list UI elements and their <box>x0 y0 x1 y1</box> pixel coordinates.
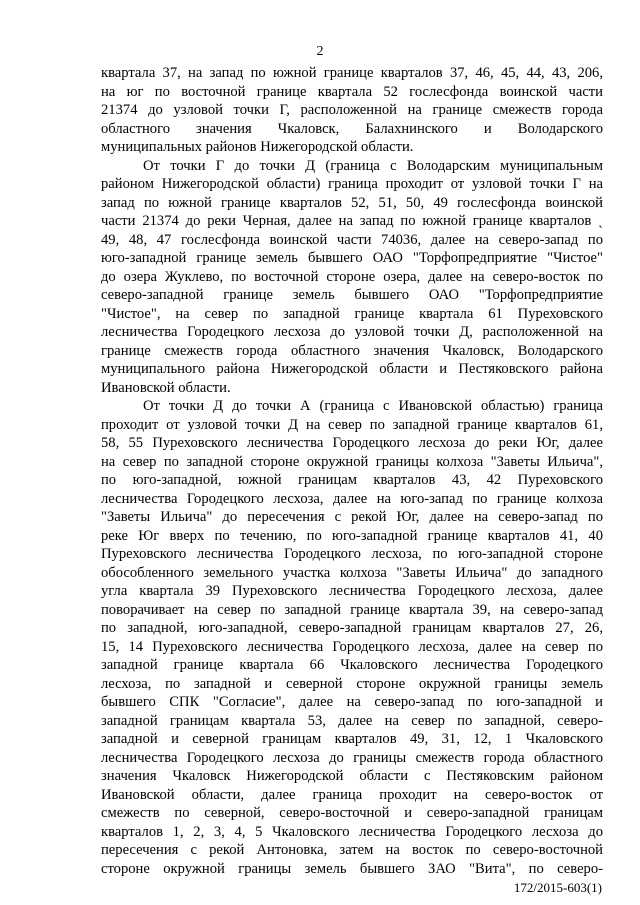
text-line: пересечения с рекой Антоновка, затем на восток по северо-восточной <box>101 842 603 858</box>
text-line: квартала 37, на запад по южной границе кварталов 37, 46, 45, 44, 43, 206, <box>101 65 603 81</box>
text-line: обособленного земельного участка колхоза "Заветы Ильича" до западного <box>101 564 603 581</box>
text-line: областного значения Чкаловск, Балахнинского и Володарского <box>101 120 603 137</box>
text-line: смежеств по северной, северо-восточной и северо-западной границам <box>101 805 603 821</box>
text-line: части 21374 до реки Черная, далее на запад по южной границе кварталов ˎ <box>101 213 603 229</box>
text-line: "Заветы Ильича" до пересечения с рекой Юг, далее на северо-запад по <box>101 509 603 525</box>
text-line: по западной, юго-западной, северо-западной границам кварталов 27, 26, <box>101 620 603 636</box>
text-line: лесничества Городецкого лесхоза, далее на юго-запад по границе колхоза <box>101 490 603 507</box>
document-code: 172/2015-603(1) <box>513 880 602 895</box>
text-line: 15, 14 Пуреховского лесничества Городецкого лесхоза, далее на север по <box>101 638 603 655</box>
text-line: поворачивает на север по западной границе квартала 39, на северо-запад <box>101 601 603 618</box>
text-line: От точки Д до точки А (граница с Ивановской областью) граница <box>143 398 603 414</box>
paragraph-3 <box>101 397 603 878</box>
text-line: до озера Жуклево, по восточной стороне озера, далее на северо-восток по <box>101 268 603 285</box>
text-line: Ивановской области, далее граница проходит на северо-восток от <box>101 786 603 803</box>
text-line: северо-западной границе земель бывшего ОАО "Торфопредприятие <box>101 287 603 303</box>
text-line: бывшего СПК "Согласие", далее на северо-запад по юго-западной и <box>101 694 603 710</box>
text-line: запад по южной границе кварталов 52, 51, 50, 49 гослесфонда воинской <box>101 194 603 211</box>
text-line: границе смежеств города областного значения Чкаловск, Володарского <box>101 342 603 359</box>
text-line: От точки Г до точки Д (граница с Володарским муниципальным <box>143 157 603 174</box>
text-line: проходит от узловой точки Д на север по западной границе кварталов 61, <box>101 416 603 433</box>
text-line: 49, 48, 47 гослесфонда воинской части 74036, далее на северо-запад по <box>101 231 603 248</box>
paragraph-2 <box>101 157 603 398</box>
text-line: лесхоза, по западной и северной стороне окружной границы земель <box>101 675 603 692</box>
text-line: 21374 до узловой точки Г, расположенной на границе смежеств города <box>101 102 603 118</box>
page-number: 2 <box>316 44 324 59</box>
text-line: Ивановской области. <box>101 379 231 396</box>
text-line: юго-западной границе земель бывшего ОАО "Торфопредприятие "Чистое" <box>101 250 603 266</box>
text-line: кварталов 1, 2, 3, 4, 5 Чкаловского лесничества Городецкого лесхоза до <box>101 823 603 840</box>
text-line: "Чистое", на север по западной границе квартала 61 Пуреховского <box>101 305 603 322</box>
text-line: Пуреховского лесничества Городецкого лесхоза, по юго-западной стороне <box>101 546 603 562</box>
text-line: муниципальных районов Нижегородской области. <box>101 139 414 155</box>
text-line: реке Юг вверх по течению, по юго-западной границе кварталов 41, 40 <box>101 527 603 544</box>
text-line: западной границам квартала 53, далее на север по западной, северо- <box>101 712 603 729</box>
text-line: районом Нижегородской области) граница проходит от узловой точки Г на <box>101 176 603 192</box>
text-line: западной границе квартала 66 Чкаловского лесничества Городецкого <box>101 657 603 673</box>
text-line: по юго-западной, южной границам кварталов 43, 42 Пуреховского <box>101 472 603 488</box>
text-line: западной и северной границам кварталов 49, 31, 12, 1 Чкаловского <box>101 731 603 747</box>
text-line: на север по западной стороне окружной границы колхоза "Заветы Ильича", <box>101 453 603 470</box>
text-line: значения Чкаловск Нижегородской области с Пестяковским районом <box>101 768 603 784</box>
document-body <box>101 64 603 878</box>
text-line: 58, 55 Пуреховского лесничества Городецкого лесхоза до реки Юг, далее <box>101 435 603 451</box>
text-line: лесничества Городецкого лесхоза до узловой точки Д, расположенной на <box>101 324 603 340</box>
text-line: муниципального района Нижегородской области и Пестяковского района <box>101 361 603 377</box>
text-line: на юг по восточной границе квартала 52 гослесфонда воинской части <box>101 83 603 100</box>
text-line: лесничества Городецкого лесхоза до границы смежеств города областного <box>101 749 603 766</box>
paragraph-1 <box>101 64 603 157</box>
text-line: стороне окружной границы земель бывшего ЗАО "Вита", по северо- <box>101 860 603 877</box>
text-line: угла квартала 39 Пуреховского лесничества Городецкого лесхоза, далее <box>101 583 603 599</box>
